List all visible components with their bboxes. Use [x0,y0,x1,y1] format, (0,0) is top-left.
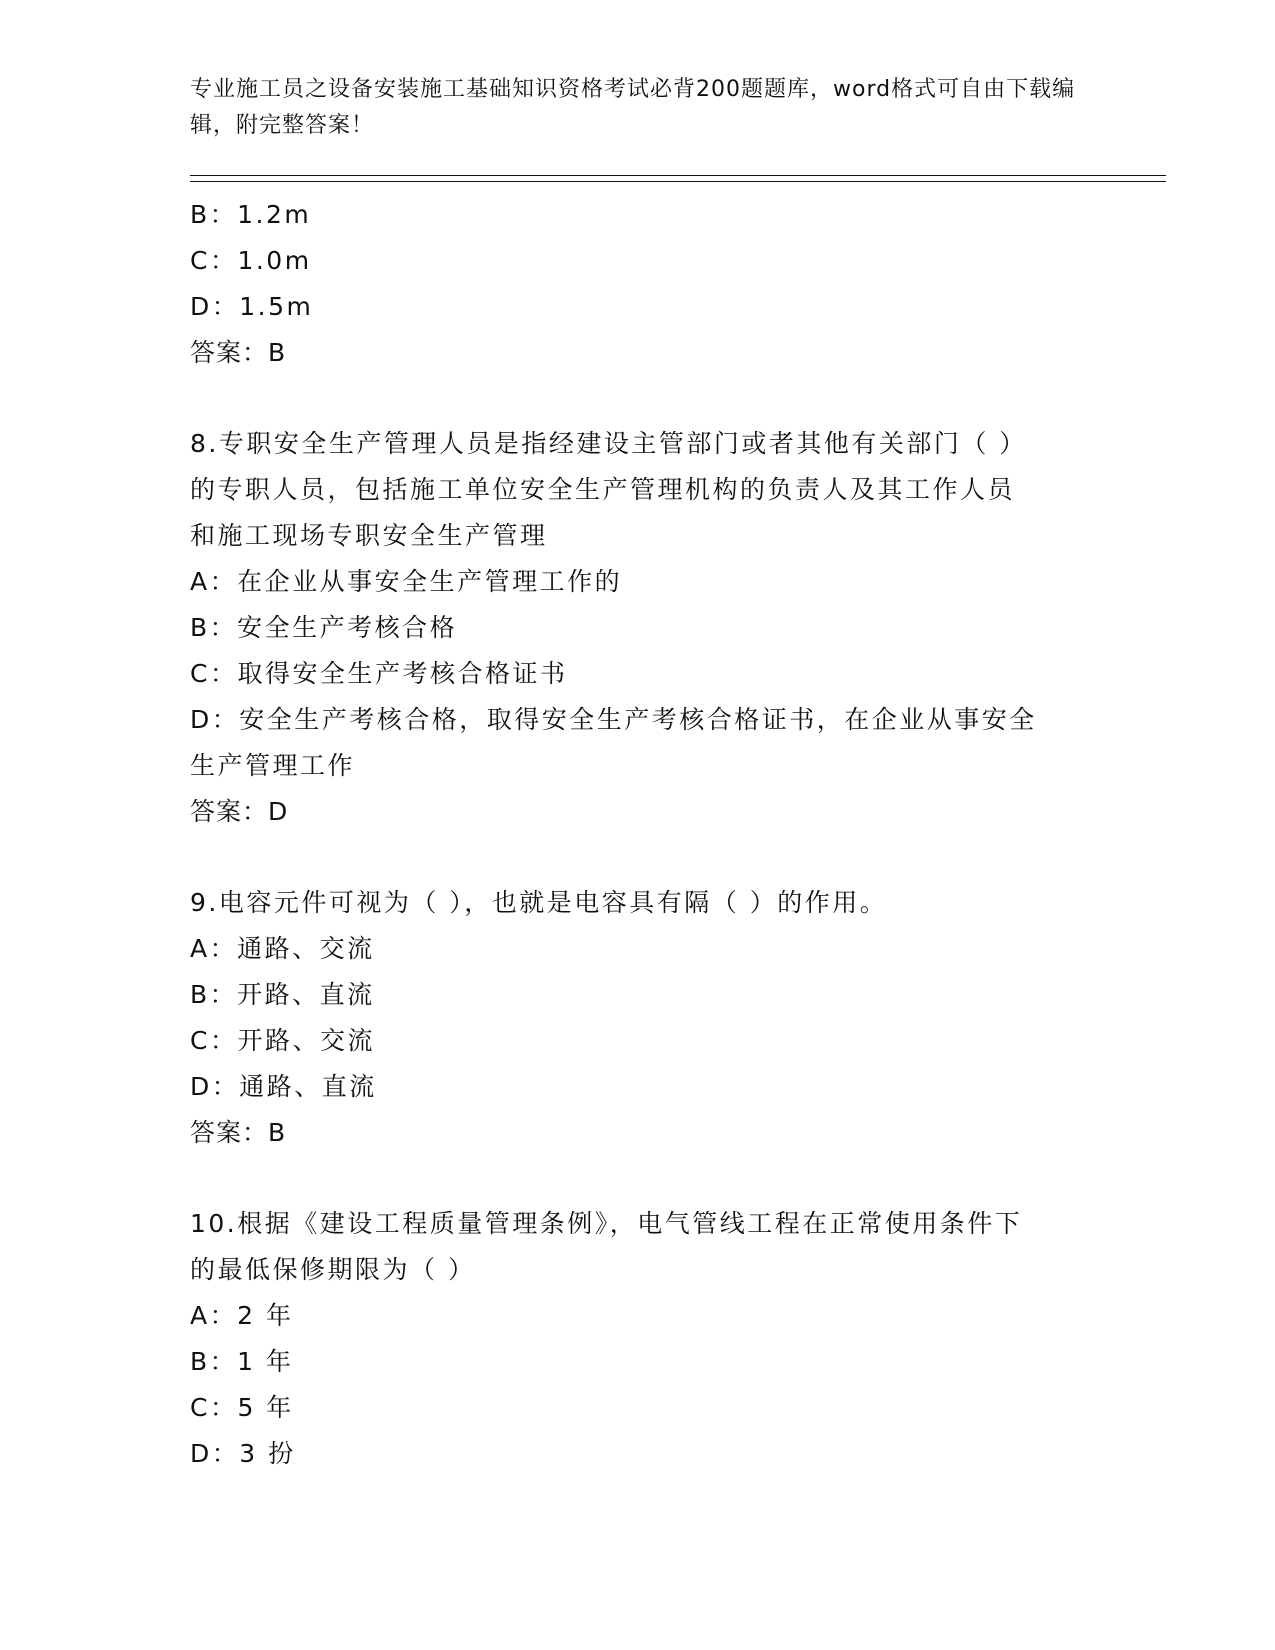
question-stem-line: 10.根据《建设工程质量管理条例》，电气管线工程在正常使用条件下 [190,1209,1023,1238]
question-stem-line: 的最低保修期限为（ ） [190,1255,476,1284]
question-stem: 9.电容元件可视为（ ），也就是电容具有隔（ ）的作用。 [190,888,888,917]
question-8 [190,421,1090,835]
header-divider-bottom [190,181,1166,182]
option-d: D：3 扮 [190,1439,296,1468]
answer: 答案：B [190,338,287,367]
question-stem-line: 8.专职安全生产管理人员是指经建设主管部门或者其他有关部门（ ） [190,429,1027,458]
option-d-line: D：安全生产考核合格，取得安全生产考核合格证书，在企业从事安全 [190,705,1037,734]
option-b: B：安全生产考核合格 [190,613,458,642]
option-c: C：取得安全生产考核合格证书 [190,659,568,688]
answer: 答案：B [190,1118,287,1147]
option-d: D：1.5m [190,292,314,321]
question-9 [190,880,1090,1156]
option-a: A：2 年 [190,1301,294,1330]
option-b: B：1 年 [190,1347,294,1376]
option-a: A：在企业从事安全生产管理工作的 [190,567,623,596]
option-d-line: 生产管理工作 [190,751,356,780]
document-title: 专业施工员之设备安装施工基础知识资格考试必背200题题库，word格式可自由下载编辑，附完整答案！ [190,77,1076,138]
option-a: A：通路、交流 [190,934,375,963]
question-10 [190,1201,1090,1477]
question-stem-line: 的专职人员，包括施工单位安全生产管理机构的负责人及其工作人员 [190,475,1016,504]
option-c: C：开路、交流 [190,1026,375,1055]
answer: 答案：D [190,797,289,826]
option-c: C：5 年 [190,1393,294,1422]
option-b: B：1.2m [190,200,312,229]
option-b: B：开路、直流 [190,980,375,1009]
option-c: C：1.0m [190,246,312,275]
question-list [190,192,1090,1477]
document-header [190,72,1090,144]
header-divider-top [190,175,1166,176]
option-d: D：通路、直流 [190,1072,377,1101]
question-stem-line: 和施工现场专职安全生产管理 [190,521,548,550]
question-7 [190,192,1090,376]
